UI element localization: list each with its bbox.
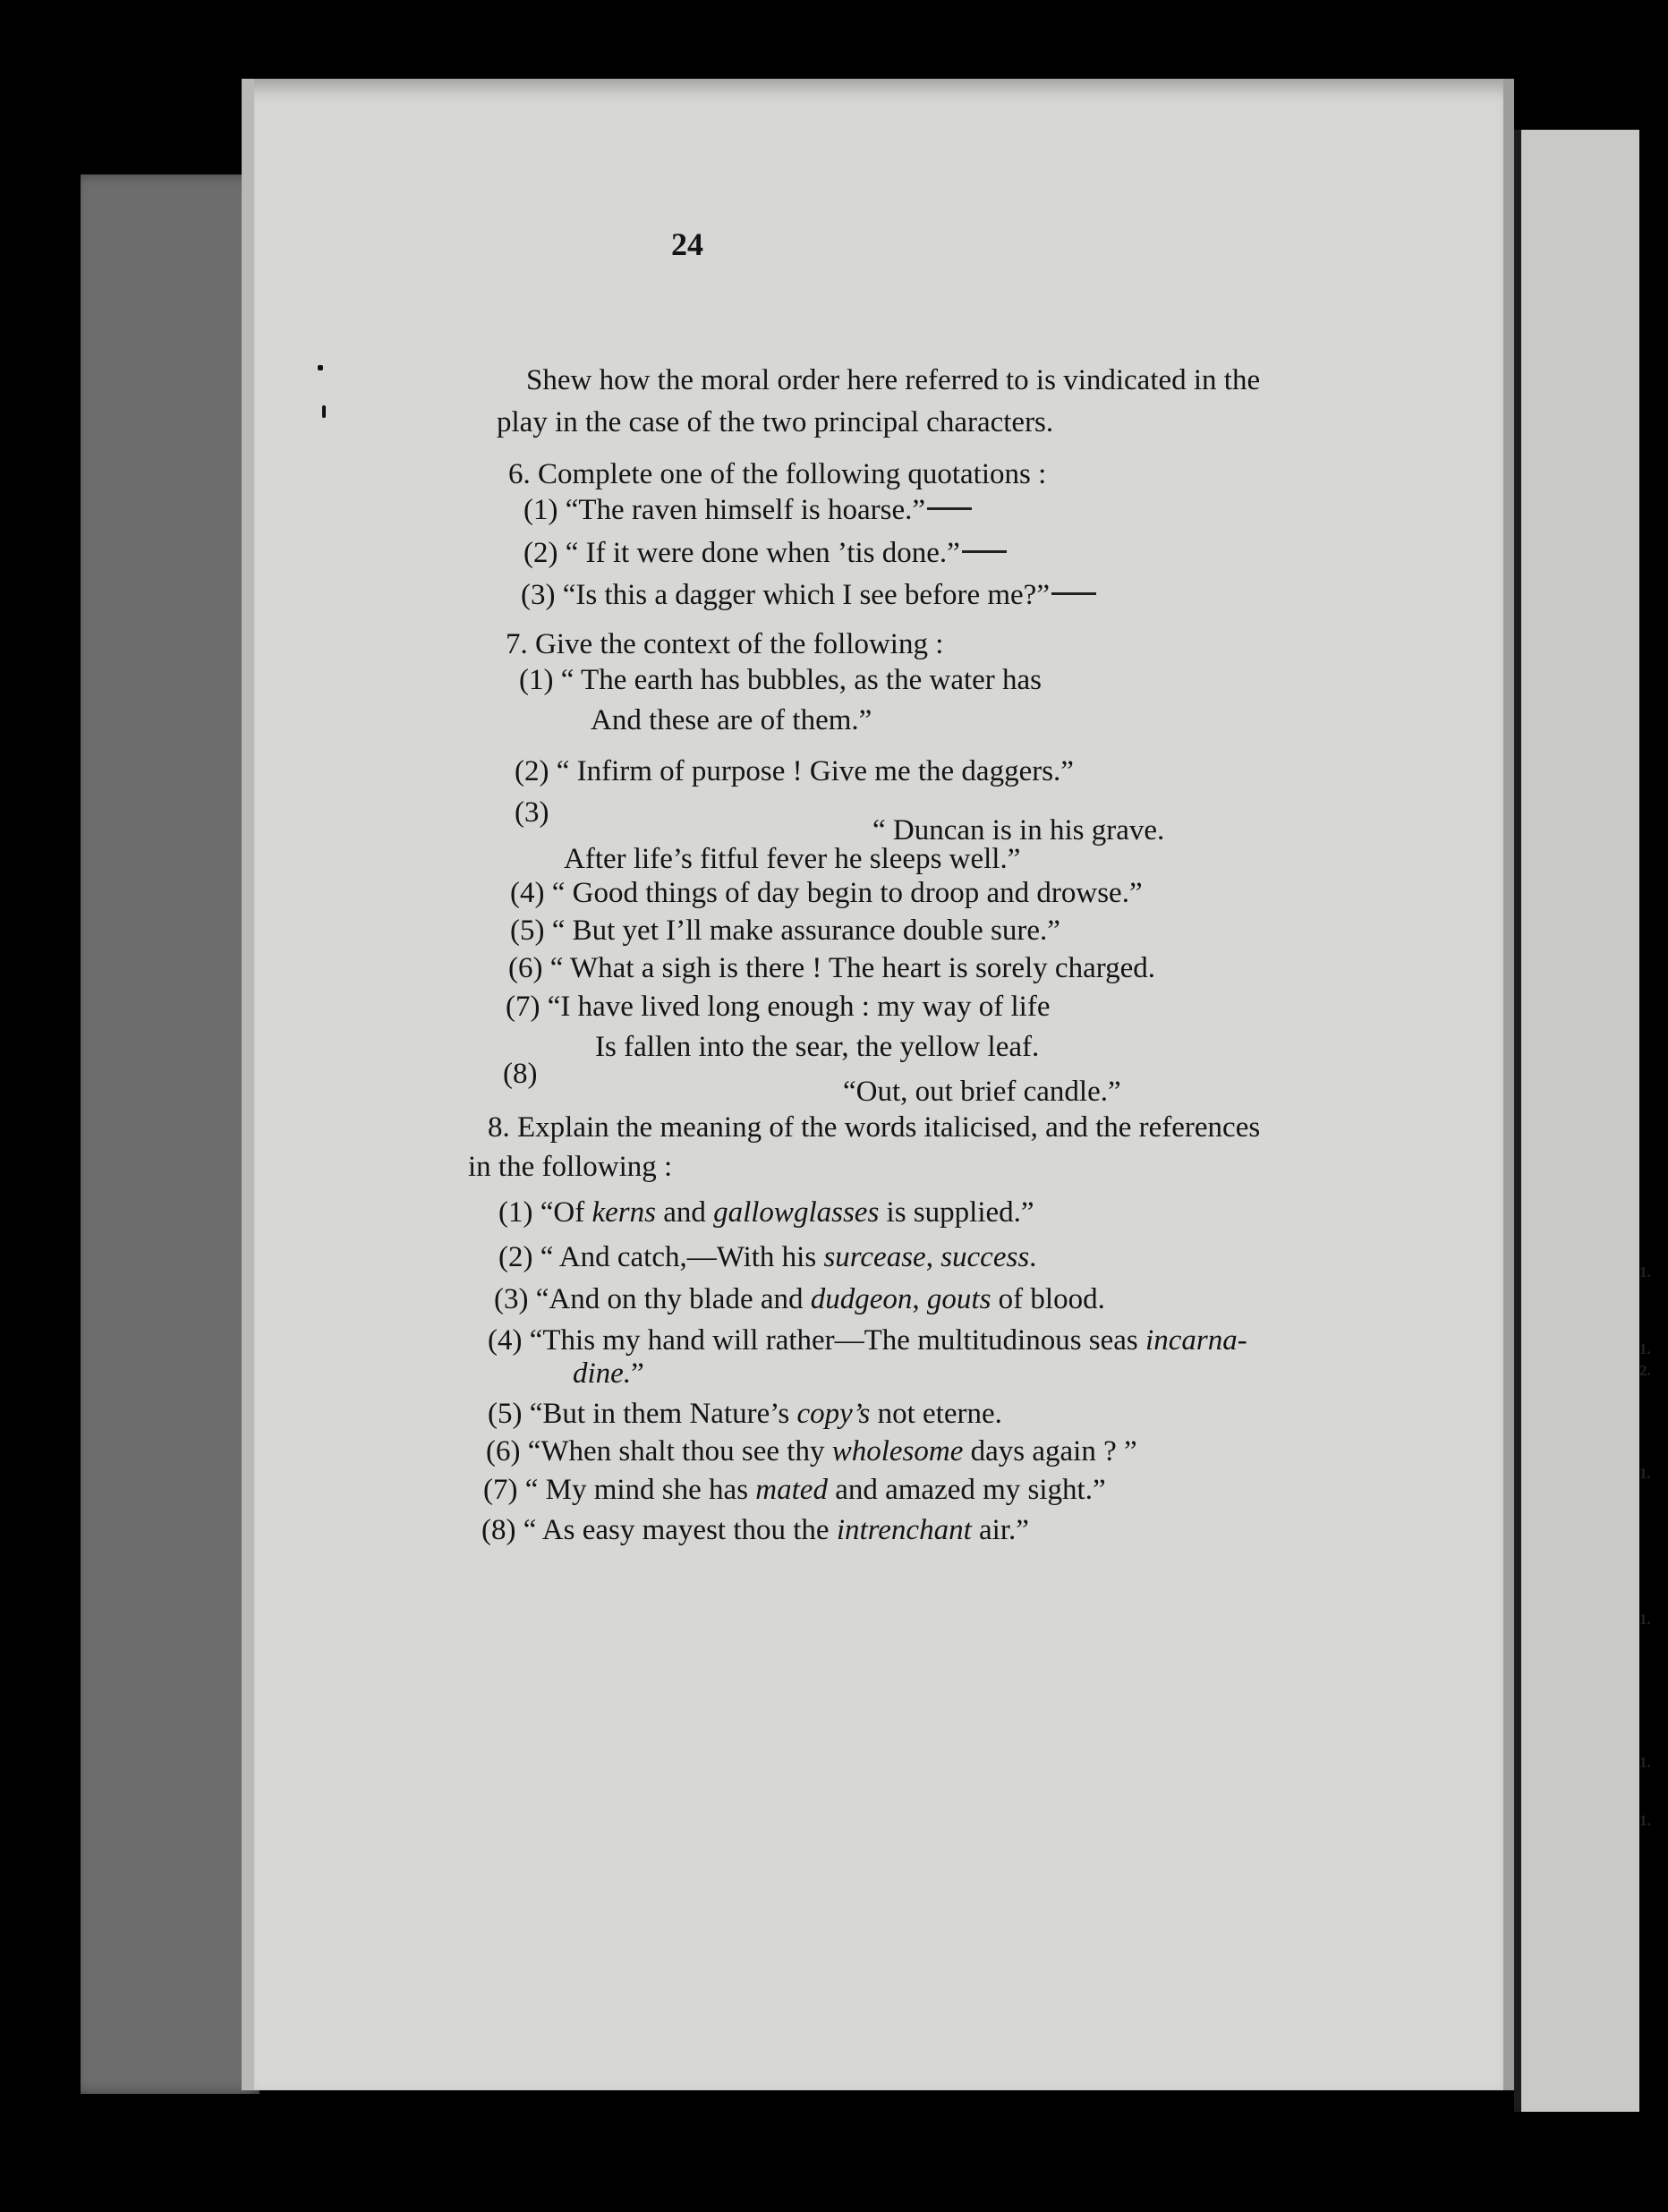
item-text: ”: [631, 1357, 644, 1390]
item-number: (5): [510, 915, 545, 947]
italic-word: gallowglasses: [713, 1196, 880, 1229]
list-item: [523, 535, 1007, 571]
item-text: .: [1029, 1241, 1037, 1273]
item-number: (1): [523, 494, 558, 526]
item-text: “When shalt thou see thy: [527, 1435, 832, 1468]
blank-line: [927, 507, 972, 510]
list-item: [521, 577, 1096, 613]
item-text: “ And catch,—With his: [540, 1241, 824, 1273]
item-text: is supplied.”: [879, 1196, 1034, 1229]
item-number: (7): [483, 1474, 518, 1506]
margin-number: 1.: [1639, 1754, 1651, 1771]
item-text: “Of: [540, 1196, 592, 1229]
italic-word: dine.: [573, 1357, 632, 1390]
italic-word: mated: [755, 1474, 828, 1506]
item-text: of blood.: [991, 1283, 1105, 1315]
italic-word: kerns: [591, 1196, 656, 1229]
item-text: “ As easy mayest thou the: [523, 1514, 837, 1546]
page-fold: [1503, 79, 1514, 2090]
list-item: [483, 1472, 1106, 1508]
item-number: (2): [515, 755, 549, 787]
item-continuation: [573, 1356, 644, 1391]
ink-mark: [318, 365, 323, 370]
item-continuation: Is fallen into the sear, the yellow leaf.: [595, 1031, 1040, 1063]
list-item: [488, 1323, 1247, 1358]
item-text: “But in them Nature’s: [529, 1398, 797, 1430]
item-number: (8): [481, 1514, 516, 1546]
list-item: [494, 1281, 1105, 1317]
item-number: (3): [521, 579, 556, 611]
list-item: [515, 753, 1074, 789]
margin-number: 1.: [1639, 1611, 1651, 1628]
next-page-edge: [1514, 130, 1651, 2112]
list-item: [523, 492, 972, 528]
item-number: (3): [494, 1283, 529, 1315]
item-text: “ The earth has bubbles, as the water has: [560, 664, 1042, 696]
item-text: “ My mind she has: [524, 1474, 756, 1506]
previous-page-edge: [81, 174, 260, 2094]
item-text: “ Duncan is in his grave.: [872, 814, 1165, 847]
question-8-heading: in the following :: [468, 1151, 673, 1183]
item-number: (6): [508, 952, 543, 984]
item-number: (4): [488, 1324, 523, 1357]
item-text: and amazed my sight.”: [827, 1474, 1106, 1506]
blank-line: [962, 550, 1007, 553]
item-text: “ What a sigh is there ! The heart is sorely charged.: [549, 952, 1156, 984]
item-number: (2): [523, 537, 558, 569]
list-item: [488, 1396, 1002, 1432]
item-continuation: And these are of them.”: [591, 704, 872, 736]
question-7-heading: 7. Give the context of the following :: [506, 628, 944, 660]
item-text: “Is this a dagger which I see before me?”: [562, 579, 1050, 611]
item-number: (3): [515, 796, 549, 829]
item-text: “I have lived long enough : my way of life: [547, 991, 1051, 1023]
italic-word: incarna-: [1145, 1324, 1247, 1357]
margin-number: 2.: [1639, 1362, 1651, 1379]
margin-number: 1.: [1639, 1263, 1651, 1280]
list-item: [519, 662, 1042, 698]
italic-word: surcease: [823, 1241, 926, 1273]
list-item: [510, 875, 1143, 911]
item-number: (6): [486, 1435, 521, 1468]
item-number: (1): [498, 1196, 533, 1229]
list-item: [506, 989, 1051, 1025]
item-text: “ If it were done when ’tis done.”: [565, 537, 960, 569]
list-item: [481, 1512, 1029, 1548]
page-number: 24: [671, 226, 703, 262]
margin-number: 1.: [1639, 1340, 1651, 1357]
list-item: [510, 913, 1060, 949]
item-text: “ But yet I’ll make assurance double sure.”: [551, 915, 1060, 947]
item-continuation: After life’s fitful fever he sleeps well.”: [564, 843, 1021, 875]
item-number: (1): [519, 664, 554, 696]
margin-number: 1.: [1639, 1812, 1651, 1829]
item-number: (5): [488, 1398, 523, 1430]
margin-number: 1.: [1639, 1465, 1651, 1482]
item-text: ,: [912, 1283, 927, 1315]
blank-line: [1051, 592, 1096, 595]
item-text: air.”: [971, 1514, 1029, 1546]
italic-word: success: [940, 1241, 1030, 1273]
item-text: not eterne.: [870, 1398, 1002, 1430]
item-number: (7): [506, 991, 540, 1023]
item-text: “ Good things of day begin to droop and drowse.”: [551, 877, 1143, 909]
item-text: “ Infirm of purpose ! Give me the daggers.”: [556, 755, 1074, 787]
item-number: (4): [510, 877, 545, 909]
question-6-heading: 6. Complete one of the following quotations :: [508, 458, 1047, 490]
list-item: [498, 1195, 1034, 1230]
item-text: “This my hand will rather—The multitudinous seas: [529, 1324, 1146, 1357]
item-text: “The raven himself is hoarse.”: [565, 494, 925, 526]
italic-word: intrenchant: [836, 1514, 972, 1546]
list-item: [498, 1239, 1036, 1275]
item-number: (2): [498, 1241, 533, 1273]
item-number: (8): [503, 1058, 538, 1090]
intro-line: Shew how the moral order here referred to is vindicated in the: [526, 364, 1261, 396]
item-text: ,: [925, 1241, 941, 1273]
item-text: days again ? ”: [963, 1435, 1137, 1468]
italic-word: copy’s: [796, 1398, 871, 1430]
list-item: [486, 1434, 1137, 1469]
item-text: “And on thy blade and: [535, 1283, 811, 1315]
item-text: and: [655, 1196, 714, 1229]
item-text: “Out, out brief candle.”: [843, 1076, 1121, 1108]
ink-mark: [322, 405, 326, 418]
italic-word: gouts: [926, 1283, 991, 1315]
intro-line: play in the case of the two principal characters.: [497, 406, 1054, 438]
italic-word: wholesome: [831, 1435, 964, 1468]
question-8-heading: 8. Explain the meaning of the words italicised, and the references: [488, 1111, 1261, 1144]
list-item: [508, 950, 1155, 986]
italic-word: dudgeon: [810, 1283, 913, 1315]
